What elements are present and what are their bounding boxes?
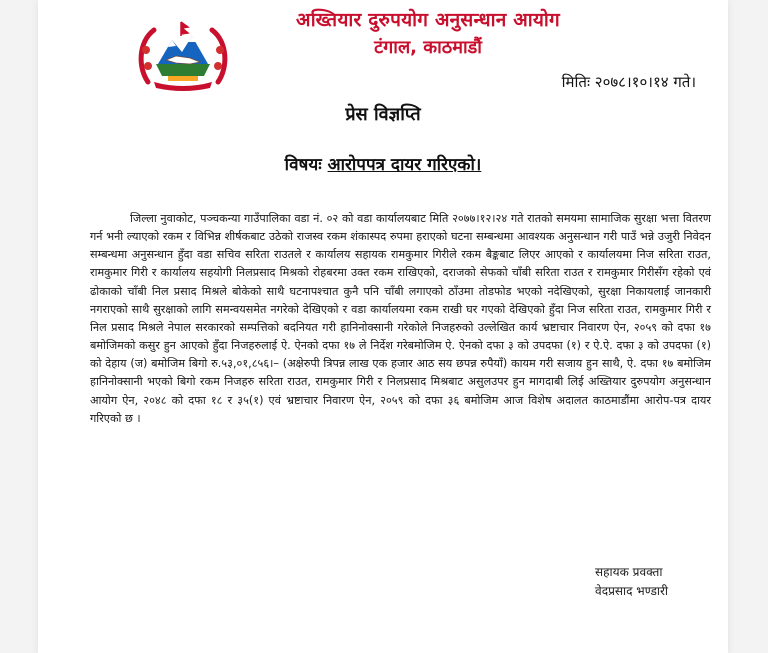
signatory-name: वेदप्रसाद भण्डारी <box>595 584 668 598</box>
date-line <box>562 72 696 92</box>
organization-name: अख्तियार दुरुपयोग अनुसन्धान आयोग <box>296 9 560 31</box>
page-title: प्रेस विज्ञप्ति <box>345 104 421 125</box>
subject-label: विषयः <box>284 155 322 175</box>
body-paragraph: जिल्ला नुवाकोट, पञ्चकन्या गाउँपालिका वडा नं. ०२ को वडा कार्यालयबाट मिति २०७७।१२।२४ गते रातको समयमा सामाजिक सुरक्षा भत्ता वितरण गर्न भनी ल्याएको रकम र विभिन्न शीर्षकबाट उठेको राजस्व रकम शंकास्पद रुपमा हराएको घटना सम्बन्धमा आवश्यक अनुसन्धान गरी पाउँ भन्ने उजुरी निवेदन सम्बन्धमा अनुसन्धान हुँदा वडा सचिव सरिता राउतले र कार्यालय सहायक रामकुमार गिरीले रकम बैङ्कबाट लिएर आएको र कार्यालयमा निज सरिता राउत, रामकुमार गिरी र कार्यालय सहयोगी निलप्रसाद मिश्रको रोहबरमा उक्त रकम राखिएको, दराजको सेफको चाँबी सरिता राउत र रामकुमार गिरीसँग रहेको एवं ढोकाको चाँबी निल प्रसाद मिश्रले बोकेको साथै घटनापश्चात कुनै पनि चाँबी लगाएको ठाँउमा तोडफोड भएको नदेखिएको, सुरक्षा निकायलाई जानकारी नगराएको साथै सुरक्षाको लागि समन्वयसमेत नगरेको देखिएको र वडा कार्यालयमा रकम राखी घर गएको देखिएको हुँदा निज सरिता राउत, रामकुमार गिरी र निल प्रसाद मिश्रले नेपाल सरकारको सम्पत्तिको बदनियत गरी हानिनोक्सानी गरेकोले निजहरुको उल्लेखित कार्य भ्रष्टाचार निवारण ऐन, २०५९ को दफा १७ बमोजिमको कसुर हुन आएको हुँदा निजहरुलाई ऐ. ऐनको दफा १७ ले निर्देश गरेबमोजिम ऐ. ऐनको दफा ३ को उपदफा (१) र ऐ.ऐ. दफा ३ को उपदफा (१) को देहाय (ज) बमोजिम बिगो रु.५३,०१,८५६।– (अक्षेरुपी त्रिपन्न लाख एक हजार आठ सय छपन्न रुपैयाँ) कायम गरी सजाय हुन साथै, ऐ. दफा १७ बमोजिम हानिनोक्सानी भएको बिगो रकम निजहरु सरिता राउत, रामकुमार गिरी र निलप्रसाद मिश्रबाट असुलउपर हुन मागदाबी लिई अख्तियार दुरुपयोग अनुसन्धान आयोग ऐन, २०४८ को दफा १८ र ३५(१) एवं भ्रष्टाचार निवारण ऐन, २०५९ को दफा ३६ बमोजिम आज विशेष अदालत काठमाडौंमा आरोप-पत्र दायर गरिएको छ । <box>90 212 711 425</box>
nepal-government-emblem-icon <box>134 20 232 92</box>
document-page <box>38 0 728 653</box>
letterhead <box>248 8 608 60</box>
signature-block <box>595 563 668 601</box>
subject-line <box>38 152 728 175</box>
date-label: मितिः <box>561 73 590 91</box>
organization-location: टंगाल, काठमाडौं <box>374 37 482 58</box>
date-value: २०७८।१०।१४ गते। <box>594 73 696 91</box>
subject-value: आरोपपत्र दायर गरिएको। <box>327 155 482 175</box>
signatory-designation: सहायक प्रवक्ता <box>595 565 663 579</box>
